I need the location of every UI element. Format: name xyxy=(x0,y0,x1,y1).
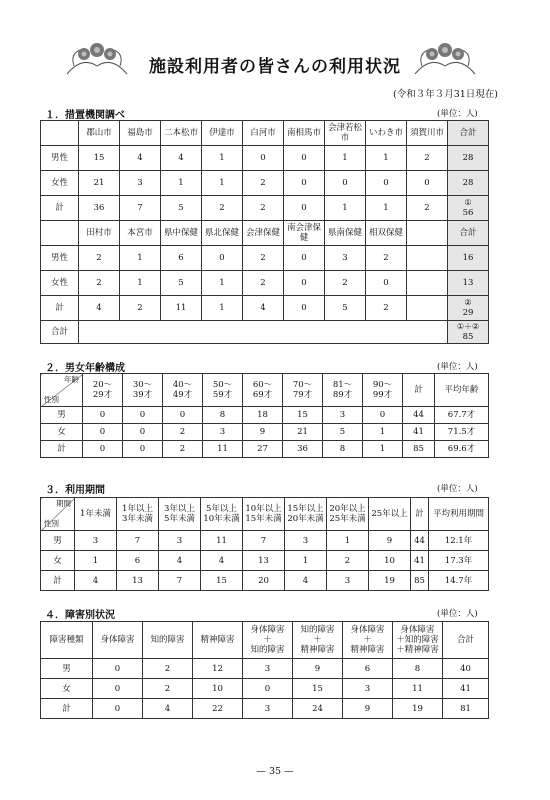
table-header-row xyxy=(41,622,489,659)
table-row xyxy=(41,407,489,424)
table-cell: 男性 xyxy=(41,146,79,171)
row-total-cell xyxy=(448,246,489,271)
table-cell: 8 xyxy=(203,407,243,424)
table-cell: 3 xyxy=(325,246,366,271)
table-cell: 身体障害 ＋ 精神障害 xyxy=(343,622,393,659)
table-cell: 1 xyxy=(363,424,403,441)
table-cell: 40 xyxy=(443,659,489,679)
table-cell: 3 xyxy=(75,531,117,551)
table-cell: 90～ 99才 xyxy=(363,374,403,407)
table-cell: 2 xyxy=(366,246,407,271)
table-cell xyxy=(407,221,448,246)
table-cell: 0 xyxy=(284,246,325,271)
table-row xyxy=(41,424,489,441)
table-cell: 17.3年 xyxy=(429,551,489,571)
table-cell: 25年以上 xyxy=(369,498,411,531)
table-cell xyxy=(407,296,448,321)
table-cell: 10 xyxy=(369,551,411,571)
table-cell: 2 xyxy=(243,271,284,296)
table-header-row xyxy=(41,374,489,407)
table-cell: 合計 xyxy=(41,321,79,344)
table-row xyxy=(41,551,489,571)
table-cell xyxy=(407,271,448,296)
grand-total-value: 85 xyxy=(462,332,474,342)
table-cell: 合計 xyxy=(448,221,489,246)
table-cell: 平均利用期間 xyxy=(429,498,489,531)
table-cell: 女 xyxy=(41,424,83,441)
table-header-row xyxy=(41,221,489,246)
table-cell: 会津若松市 xyxy=(325,121,366,146)
table-cell: 9 xyxy=(369,531,411,551)
table-cell: 4 xyxy=(159,551,201,571)
table-cell: 27 xyxy=(243,441,283,458)
table-cell: 身体障害 ＋知的障害 ＋精神障害 xyxy=(393,622,443,659)
table-cell: 19 xyxy=(393,699,443,719)
usage-period-table xyxy=(40,497,489,591)
table-cell: 計 xyxy=(41,196,79,221)
table-cell: 3 xyxy=(243,699,293,719)
section3-unit: (単位：人) xyxy=(437,484,478,494)
table-cell: 0 xyxy=(284,296,325,321)
table-cell: 9 xyxy=(243,424,283,441)
table-cell: 41 xyxy=(443,679,489,699)
total-mark: ② xyxy=(464,298,472,307)
table-cell: 女性 xyxy=(41,171,79,196)
table-cell: 3 xyxy=(159,531,201,551)
table-cell: 3 xyxy=(285,531,327,551)
table-cell: 11 xyxy=(201,531,243,551)
table-cell: 知的障害 ＋ 精神障害 xyxy=(293,622,343,659)
table-row xyxy=(41,171,489,196)
total-value: 56 xyxy=(462,208,474,218)
row-total-cell xyxy=(448,271,489,296)
table-cell: 知的障害 xyxy=(143,622,193,659)
age-gender-table xyxy=(40,373,489,458)
table-cell: 1 xyxy=(120,246,161,271)
table-cell: 15 xyxy=(293,679,343,699)
table-cell: 4 xyxy=(75,571,117,591)
table-cell: 計 xyxy=(403,374,435,407)
table-cell: 7 xyxy=(159,571,201,591)
table-cell: 二本松市 xyxy=(161,121,202,146)
table-cell: 24 xyxy=(293,699,343,719)
table-cell: 85 xyxy=(403,441,435,458)
table-cell: 0 xyxy=(407,171,448,196)
table-cell: 精神障害 xyxy=(193,622,243,659)
table-cell: 1年未満 xyxy=(75,498,117,531)
table-cell: 0 xyxy=(123,407,163,424)
table-cell xyxy=(41,221,79,246)
table-cell: 18 xyxy=(243,407,283,424)
table-cell: 20年以上 25年未満 xyxy=(327,498,369,531)
table-cell: 3 xyxy=(203,424,243,441)
table-cell: 0 xyxy=(202,246,243,271)
table-cell: 0 xyxy=(83,441,123,458)
section4-heading: ４．障害別状況 xyxy=(45,610,115,621)
table-cell: 0 xyxy=(284,271,325,296)
table-cell: 女性 xyxy=(41,271,79,296)
total-value: 28 xyxy=(462,178,474,188)
table-cell: 11 xyxy=(393,679,443,699)
table-cell: 0 xyxy=(123,424,163,441)
table-cell: 会津保健 xyxy=(243,221,284,246)
table-cell: 福島市 xyxy=(120,121,161,146)
table-cell: 0 xyxy=(284,146,325,171)
table-cell: 1 xyxy=(366,146,407,171)
table-cell: 計 xyxy=(411,498,429,531)
table-row xyxy=(41,699,489,719)
corner-top-label: 期間 xyxy=(56,499,71,508)
corner-cell xyxy=(41,498,75,531)
table-cell: 12.1年 xyxy=(429,531,489,551)
table-cell: 相双保健 xyxy=(366,221,407,246)
total-value: 29 xyxy=(462,308,474,318)
corner-top-label: 年齢 xyxy=(64,375,79,384)
table-cell: 5 xyxy=(161,196,202,221)
section2-heading: ２．男女年齢構成 xyxy=(45,363,125,374)
table-cell: 4 xyxy=(161,146,202,171)
table-row xyxy=(41,296,489,321)
section2-unit: (単位：人) xyxy=(437,362,478,372)
placement-table xyxy=(40,120,489,344)
disability-table xyxy=(40,621,489,719)
table-cell: 36 xyxy=(79,196,120,221)
table-cell: 21 xyxy=(79,171,120,196)
table-cell: 2 xyxy=(407,196,448,221)
table-cell: 85 xyxy=(411,571,429,591)
table-cell: 2 xyxy=(202,196,243,221)
corner-cell xyxy=(41,374,83,407)
table-cell: 7 xyxy=(120,196,161,221)
table-cell: 13 xyxy=(243,551,285,571)
table-cell: 0 xyxy=(93,659,143,679)
table-cell: 30～ 39才 xyxy=(123,374,163,407)
table-row xyxy=(41,531,489,551)
table-cell: 2 xyxy=(366,296,407,321)
table-cell: 20 xyxy=(243,571,285,591)
table-cell: 3 xyxy=(120,171,161,196)
section3-heading: ３．利用期間 xyxy=(45,485,105,496)
table-cell: 2 xyxy=(163,441,203,458)
table-cell: 0 xyxy=(363,407,403,424)
total-mark: ① xyxy=(464,198,472,207)
table-cell: 3 xyxy=(343,679,393,699)
table-cell: 22 xyxy=(193,699,243,719)
table-cell: 13 xyxy=(117,571,159,591)
table-cell: 6 xyxy=(161,246,202,271)
table-cell: 女 xyxy=(41,679,93,699)
table-cell: 2 xyxy=(407,146,448,171)
table-cell: 2 xyxy=(163,424,203,441)
table-cell: 70～ 79才 xyxy=(283,374,323,407)
table-cell: いわき市 xyxy=(366,121,407,146)
table-cell: 41 xyxy=(403,424,435,441)
table-cell: 15 xyxy=(79,146,120,171)
table-cell: 2 xyxy=(79,246,120,271)
table-cell: 南相馬市 xyxy=(284,121,325,146)
table-row xyxy=(41,196,489,221)
table-cell: 9 xyxy=(293,659,343,679)
grand-total-mark: ①＋② xyxy=(456,322,480,331)
table-cell: 合計 xyxy=(448,121,489,146)
table-cell: 男 xyxy=(41,659,93,679)
table-cell: 44 xyxy=(411,531,429,551)
table-cell: 4 xyxy=(285,571,327,591)
corner-bottom-label: 性別 xyxy=(44,519,59,528)
grand-total-cell xyxy=(448,321,489,344)
table-cell: 合計 xyxy=(443,622,489,659)
table-cell: 身体障害 xyxy=(93,622,143,659)
table-cell: 郡山市 xyxy=(79,121,120,146)
table-cell: 南会津保健 xyxy=(284,221,325,246)
table-cell: 0 xyxy=(93,679,143,699)
table-cell: 1年以上 3年未満 xyxy=(117,498,159,531)
table-cell: 10 xyxy=(193,679,243,699)
table-cell: 4 xyxy=(143,699,193,719)
table-cell: 1 xyxy=(202,171,243,196)
table-cell: 5 xyxy=(323,424,363,441)
page-number: — 35 — xyxy=(256,766,294,777)
table-cell: 1 xyxy=(325,196,366,221)
table-cell: 2 xyxy=(243,171,284,196)
table-row xyxy=(41,441,489,458)
table-cell: 5 xyxy=(325,296,366,321)
table-cell: 須賀川市 xyxy=(407,121,448,146)
table-cell: 81 xyxy=(443,699,489,719)
table-cell: 10年以上 15年未満 xyxy=(243,498,285,531)
table-cell: 障害種類 xyxy=(41,622,93,659)
table-cell: 1 xyxy=(363,441,403,458)
table-cell: 0 xyxy=(366,171,407,196)
table-cell: 1 xyxy=(325,146,366,171)
table-cell: 7 xyxy=(243,531,285,551)
table-cell: 9 xyxy=(343,699,393,719)
table-cell: 69.6才 xyxy=(435,441,489,458)
table-cell: 1 xyxy=(285,551,327,571)
table-cell: 8 xyxy=(393,659,443,679)
table-cell: 11 xyxy=(161,296,202,321)
corner-bottom-label: 性別 xyxy=(44,395,59,404)
table-cell: 12 xyxy=(193,659,243,679)
table-cell: 7 xyxy=(117,531,159,551)
table-cell: 平均年齢 xyxy=(435,374,489,407)
table-cell: 1 xyxy=(120,271,161,296)
table-cell: 14.7年 xyxy=(429,571,489,591)
table-cell: 15 xyxy=(283,407,323,424)
table-cell: 0 xyxy=(325,171,366,196)
table-cell: 3 xyxy=(243,659,293,679)
row-total-cell xyxy=(448,171,489,196)
table-header-row xyxy=(41,498,489,531)
table-cell: 1 xyxy=(202,271,243,296)
table-cell: 6 xyxy=(343,659,393,679)
table-cell: 1 xyxy=(161,171,202,196)
table-cell: 白河市 xyxy=(243,121,284,146)
table-cell: 0 xyxy=(83,407,123,424)
table-cell: 田村市 xyxy=(79,221,120,246)
table-cell: 71.5才 xyxy=(435,424,489,441)
table-cell: 0 xyxy=(93,699,143,719)
table-cell: 1 xyxy=(75,551,117,571)
table-row xyxy=(41,659,489,679)
table-cell: 2 xyxy=(243,196,284,221)
table-cell: 4 xyxy=(120,146,161,171)
table-cell: 1 xyxy=(327,531,369,551)
table-cell: 0 xyxy=(366,271,407,296)
total-value: 28 xyxy=(462,153,474,163)
table-cell: 1 xyxy=(202,296,243,321)
total-value: 13 xyxy=(462,278,474,288)
table-cell: 0 xyxy=(243,679,293,699)
table-cell: 50～ 59才 xyxy=(203,374,243,407)
table-cell: 4 xyxy=(79,296,120,321)
page-title: 施設利用者の皆さんの利用状況 xyxy=(149,57,401,77)
table-cell: 19 xyxy=(369,571,411,591)
table-cell: 県南保健 xyxy=(325,221,366,246)
table-cell: 8 xyxy=(323,441,363,458)
table-row xyxy=(41,571,489,591)
table-cell: 36 xyxy=(283,441,323,458)
table-cell: 伊達市 xyxy=(202,121,243,146)
table-cell: 身体障害 ＋ 知的障害 xyxy=(243,622,293,659)
table-cell: 0 xyxy=(83,424,123,441)
table-cell: 男 xyxy=(41,531,75,551)
table-cell: 15年以上 20年未満 xyxy=(285,498,327,531)
table-cell: 2 xyxy=(243,246,284,271)
table-cell xyxy=(41,121,79,146)
total-value: 16 xyxy=(462,253,474,263)
table-row xyxy=(41,679,489,699)
section4-unit: (単位：人) xyxy=(437,609,478,619)
table-cell: 5 xyxy=(161,271,202,296)
table-cell: 60～ 69才 xyxy=(243,374,283,407)
table-row xyxy=(41,246,489,271)
table-cell: 計 xyxy=(41,441,83,458)
table-cell xyxy=(407,246,448,271)
table-cell: 3 xyxy=(327,571,369,591)
table-cell: 15 xyxy=(201,571,243,591)
table-row xyxy=(41,146,489,171)
table-cell: 2 xyxy=(327,551,369,571)
table-cell: 計 xyxy=(41,699,93,719)
table-cell: 女 xyxy=(41,551,75,571)
table-cell: 男性 xyxy=(41,246,79,271)
table-cell: 3年以上 5年未満 xyxy=(159,498,201,531)
section1-heading: １．措置機関調べ xyxy=(45,110,125,121)
table-cell: 20～ 29才 xyxy=(83,374,123,407)
table-header-row xyxy=(41,121,489,146)
table-cell: 21 xyxy=(283,424,323,441)
row-total-cell xyxy=(448,146,489,171)
table-cell: 計 xyxy=(41,571,75,591)
table-cell: 0 xyxy=(123,441,163,458)
table-cell: 2 xyxy=(143,659,193,679)
table-cell: 県中保健 xyxy=(161,221,202,246)
table-cell: 4 xyxy=(243,296,284,321)
table-cell: 1 xyxy=(366,196,407,221)
table-cell: 男 xyxy=(41,407,83,424)
table-cell: 本宮市 xyxy=(120,221,161,246)
row-total-cell xyxy=(448,196,489,221)
table-cell: 44 xyxy=(403,407,435,424)
table-cell: 2 xyxy=(143,679,193,699)
table-cell: 40～ 49才 xyxy=(163,374,203,407)
table-cell: 2 xyxy=(120,296,161,321)
table-row xyxy=(41,271,489,296)
table-cell: 県北保健 xyxy=(202,221,243,246)
table-cell: 計 xyxy=(41,296,79,321)
table-cell: 0 xyxy=(284,196,325,221)
table-cell: 0 xyxy=(243,146,284,171)
table-cell: 2 xyxy=(325,271,366,296)
table-cell: 0 xyxy=(163,407,203,424)
section1-unit: (単位：人) xyxy=(437,109,478,119)
table-cell: 67.7才 xyxy=(435,407,489,424)
table-cell: 11 xyxy=(203,441,243,458)
table-cell: 81～ 89才 xyxy=(323,374,363,407)
table-cell: 1 xyxy=(202,146,243,171)
row-total-cell xyxy=(448,296,489,321)
as-of-date: (令和３年３月31日現在) xyxy=(392,89,498,100)
table-cell: 6 xyxy=(117,551,159,571)
grand-total-row xyxy=(41,321,489,344)
grand-total-blank xyxy=(79,321,448,344)
table-cell: 5年以上 10年未満 xyxy=(201,498,243,531)
table-cell: 4 xyxy=(201,551,243,571)
table-cell: 41 xyxy=(411,551,429,571)
table-cell: 2 xyxy=(79,271,120,296)
table-cell: 3 xyxy=(323,407,363,424)
table-cell: 0 xyxy=(284,171,325,196)
